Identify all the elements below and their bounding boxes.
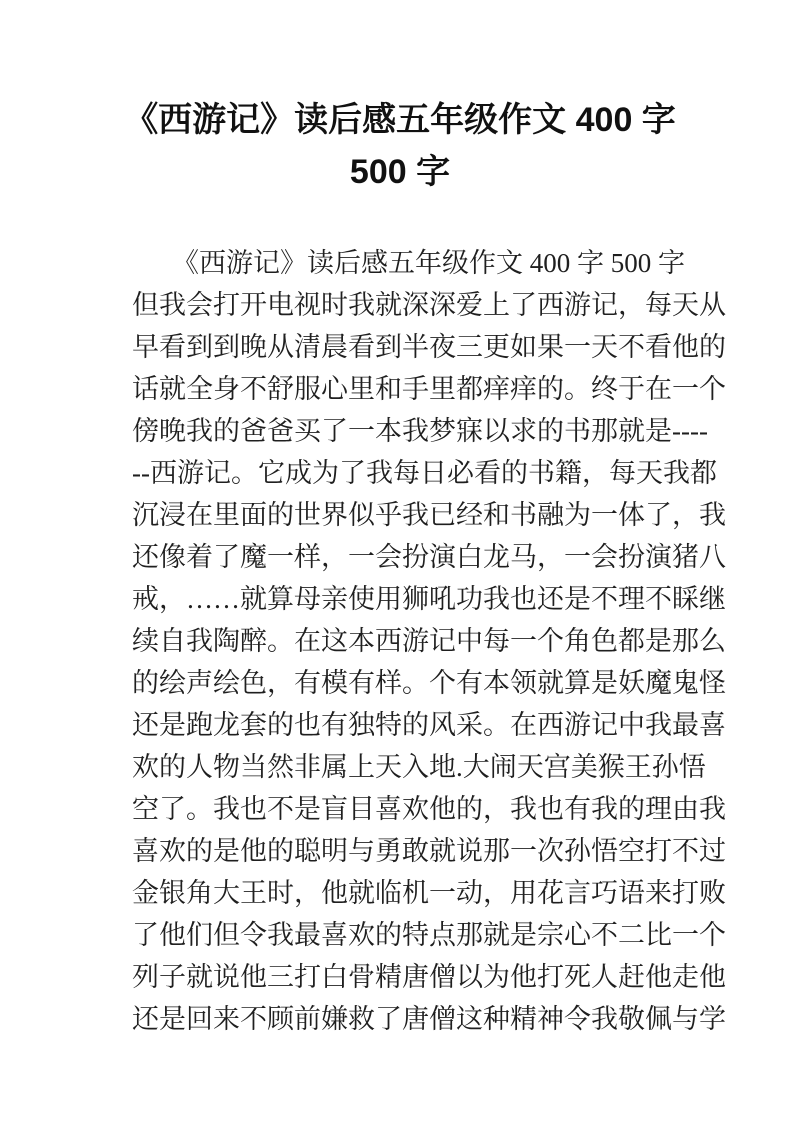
body-line: 喜欢的是他的聪明与勇敢就说那一次孙悟空打不过 [132,836,726,866]
body-line: 早看到到晚从清晨看到半夜三更如果一天不看他的 [132,332,726,362]
body-line: 沉浸在里面的世界似乎我已经和书融为一体了，我 [132,500,726,530]
body-line: 还像着了魔一样，一会扮演白龙马，一会扮演猪八 [132,542,726,572]
body-line: 的绘声绘色，有模有样。个有本领就算是妖魔鬼怪 [132,668,726,698]
body-line: 但我会打开电视时我就深深爱上了西游记，每天从 [132,290,726,320]
body-line: 空了。我也不是盲目喜欢他的，我也有我的理由我 [132,794,726,824]
body-line: 傍晚我的爸爸买了一本我梦寐以求的书那就是---- [132,416,708,446]
body-line: 了他们但令我最喜欢的特点那就是宗心不二比一个 [132,920,726,950]
title-line: 500 字 [349,153,451,191]
body-line: 续自我陶醉。在这本西游记中每一个角色都是那么 [132,626,726,656]
body-line: 金银角大王时，他就临机一动，用花言巧语来打败 [132,878,726,908]
body-line: 还是回来不顾前嫌救了唐僧这种精神令我敬佩与学 [132,1004,726,1034]
document-title [0,0,800,198]
body-line: 话就全身不舒服心里和手里都痒痒的。终于在一个 [132,374,726,404]
title-line: 《西游记》读后感五年级作文 400 字 [124,101,676,139]
body-line: 还是跑龙套的也有独特的风采。在西游记中我最喜 [132,710,726,740]
body-line: 戒，……就算母亲使用狮吼功我也还是不理不睬继 [132,584,726,614]
body-line: 欢的人物当然非属上天入地.大闹天宫美猴王孙悟 [132,752,706,782]
body-line: 列子就说他三打白骨精唐僧以为他打死人赶他走他 [132,962,726,992]
body-line: 《西游记》读后感五年级作文 400 字 500 字 [172,248,685,278]
essay-body [132,242,726,1040]
body-line: --西游记。它成为了我每日必看的书籍，每天我都 [132,458,717,488]
